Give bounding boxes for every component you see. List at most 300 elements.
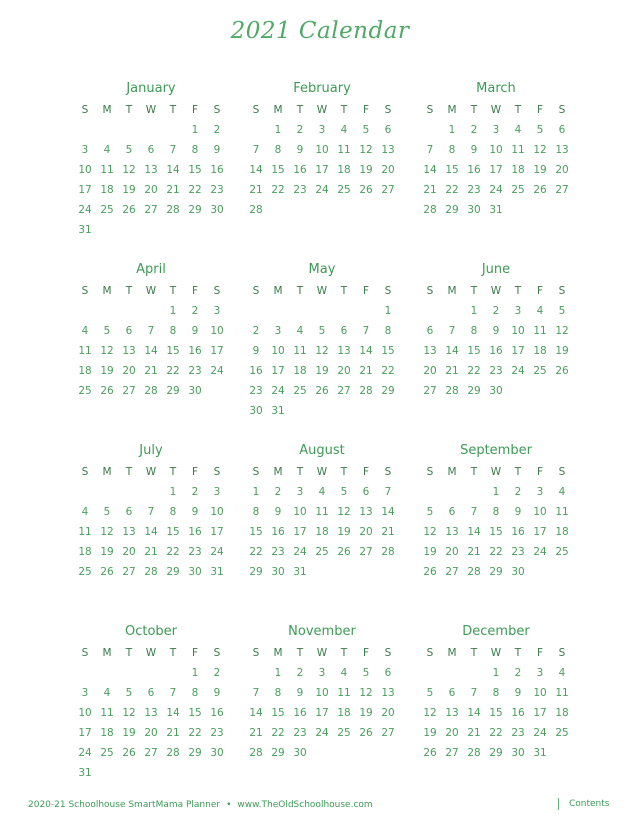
- empty-day: [140, 663, 162, 683]
- day-cell: 20: [423, 365, 437, 377]
- day-cell: 9: [191, 325, 199, 337]
- day-cell: 20: [445, 546, 459, 558]
- week-row: [245, 120, 399, 140]
- day-cell: 30: [511, 566, 525, 578]
- day-cell: 28: [445, 385, 459, 397]
- weekday-label: F: [191, 647, 199, 659]
- weekday-label: F: [536, 647, 544, 659]
- week-row: [74, 703, 228, 723]
- weekday-label: S: [558, 647, 566, 659]
- empty-day: [74, 301, 96, 321]
- day-cell: 21: [381, 526, 395, 538]
- weekday-label: T: [169, 466, 177, 478]
- day-cell: 29: [271, 747, 285, 759]
- day-cell: 10: [271, 345, 285, 357]
- weekday-label: S: [558, 285, 566, 297]
- day-cell: 5: [362, 124, 370, 136]
- day-cell: 24: [78, 204, 92, 216]
- week-row: [74, 381, 228, 401]
- day-cell: 4: [81, 325, 89, 337]
- weekday-label: S: [558, 104, 566, 116]
- day-cell: 21: [249, 184, 263, 196]
- weekday-label: S: [426, 104, 434, 116]
- empty-day: [118, 482, 140, 502]
- week-row: [74, 562, 228, 582]
- day-cell: 19: [359, 707, 373, 719]
- day-cell: 12: [122, 164, 136, 176]
- day-cell: 2: [296, 667, 304, 679]
- day-cell: 14: [144, 345, 158, 357]
- weekday-label: T: [125, 466, 133, 478]
- day-cell: 15: [467, 345, 481, 357]
- empty-day: [245, 663, 267, 683]
- day-cell: 27: [122, 566, 136, 578]
- day-cell: 31: [533, 747, 547, 759]
- weekday-label: M: [102, 466, 112, 478]
- day-cell: 22: [467, 365, 481, 377]
- day-cell: 6: [448, 506, 456, 518]
- week-row: [419, 381, 573, 401]
- day-cell: 5: [340, 486, 348, 498]
- day-cell: 11: [555, 506, 569, 518]
- day-cell: 9: [213, 687, 221, 699]
- day-cell: 3: [81, 144, 89, 156]
- weekday-header: [74, 462, 228, 482]
- day-cell: 26: [359, 184, 373, 196]
- day-cell: 10: [315, 144, 329, 156]
- day-cell: 3: [492, 124, 500, 136]
- day-cell: 25: [100, 204, 114, 216]
- week-row: [74, 723, 228, 743]
- day-cell: 31: [489, 204, 503, 216]
- day-cell: 2: [191, 486, 199, 498]
- day-cell: 13: [144, 707, 158, 719]
- day-cell: 9: [492, 325, 500, 337]
- day-cell: 7: [252, 144, 260, 156]
- weekday-label: F: [191, 285, 199, 297]
- day-cell: 31: [293, 566, 307, 578]
- day-cell: 1: [384, 305, 392, 317]
- day-cell: 22: [249, 546, 263, 558]
- page-title: 2021 Calendar: [230, 18, 410, 44]
- day-cell: 5: [318, 325, 326, 337]
- day-cell: 7: [252, 687, 260, 699]
- weekday-label: S: [213, 466, 221, 478]
- day-cell: 8: [470, 325, 478, 337]
- day-cell: 21: [166, 184, 180, 196]
- day-cell: 23: [188, 365, 202, 377]
- day-cell: 12: [122, 707, 136, 719]
- contents-link[interactable]: Contents: [569, 799, 610, 809]
- day-cell: 31: [271, 405, 285, 417]
- empty-day: [419, 301, 441, 321]
- day-cell: 27: [381, 727, 395, 739]
- day-cell: 27: [359, 546, 373, 558]
- week-row: [245, 140, 399, 160]
- footer: [28, 800, 373, 810]
- day-cell: 29: [467, 385, 481, 397]
- day-cell: 20: [555, 164, 569, 176]
- week-row: [245, 502, 399, 522]
- day-cell: 14: [381, 506, 395, 518]
- day-cell: 4: [558, 486, 566, 498]
- day-cell: 9: [296, 687, 304, 699]
- weekday-label: T: [340, 104, 348, 116]
- day-cell: 26: [423, 747, 437, 759]
- empty-day: [289, 301, 311, 321]
- day-cell: 21: [467, 546, 481, 558]
- day-cell: 22: [166, 546, 180, 558]
- day-cell: 27: [144, 747, 158, 759]
- day-cell: 8: [492, 687, 500, 699]
- day-cell: 6: [384, 667, 392, 679]
- weekday-label: F: [536, 285, 544, 297]
- day-cell: 14: [445, 345, 459, 357]
- day-cell: 15: [489, 707, 503, 719]
- day-cell: 18: [533, 345, 547, 357]
- day-cell: 10: [293, 506, 307, 518]
- day-cell: 28: [467, 566, 481, 578]
- day-cell: 26: [122, 747, 136, 759]
- day-cell: 28: [166, 747, 180, 759]
- weekday-label: S: [252, 647, 260, 659]
- day-cell: 18: [100, 184, 114, 196]
- week-row: [245, 361, 399, 381]
- day-cell: 19: [100, 365, 114, 377]
- weekday-label: M: [102, 285, 112, 297]
- day-cell: 16: [293, 164, 307, 176]
- day-cell: 25: [78, 566, 92, 578]
- day-cell: 26: [555, 365, 569, 377]
- week-row: [245, 321, 399, 341]
- day-cell: 3: [213, 305, 221, 317]
- day-cell: 6: [558, 124, 566, 136]
- empty-day: [118, 301, 140, 321]
- day-cell: 3: [274, 325, 282, 337]
- day-cell: 17: [533, 526, 547, 538]
- day-cell: 22: [188, 727, 202, 739]
- day-cell: 23: [249, 385, 263, 397]
- weekday-label: T: [514, 104, 522, 116]
- day-cell: 14: [166, 707, 180, 719]
- day-cell: 23: [188, 546, 202, 558]
- month-name: December: [462, 624, 530, 639]
- weekday-header: [419, 643, 573, 663]
- weekday-label: T: [470, 104, 478, 116]
- day-cell: 25: [533, 365, 547, 377]
- empty-day: [140, 120, 162, 140]
- day-cell: 12: [100, 526, 114, 538]
- weekday-label: F: [191, 104, 199, 116]
- week-row: [245, 341, 399, 361]
- day-cell: 9: [252, 345, 260, 357]
- day-cell: 6: [125, 325, 133, 337]
- day-cell: 3: [536, 486, 544, 498]
- day-cell: 9: [213, 144, 221, 156]
- day-cell: 22: [489, 546, 503, 558]
- weekday-label: M: [102, 647, 112, 659]
- month-may: [245, 261, 399, 421]
- week-row: [74, 663, 228, 683]
- day-cell: 12: [359, 687, 373, 699]
- day-cell: 7: [147, 325, 155, 337]
- empty-day: [140, 301, 162, 321]
- weekday-label: T: [125, 647, 133, 659]
- weekday-label: S: [252, 285, 260, 297]
- empty-day: [419, 663, 441, 683]
- day-cell: 27: [381, 184, 395, 196]
- week-row: [419, 542, 573, 562]
- footer-divider: [558, 798, 559, 810]
- day-cell: 18: [511, 164, 525, 176]
- weekday-label: S: [213, 647, 221, 659]
- day-cell: 21: [144, 365, 158, 377]
- empty-day: [96, 482, 118, 502]
- week-row: [245, 683, 399, 703]
- day-cell: 15: [188, 164, 202, 176]
- day-cell: 17: [78, 184, 92, 196]
- day-cell: 23: [210, 727, 224, 739]
- weekday-label: W: [145, 285, 157, 297]
- day-cell: 28: [249, 204, 263, 216]
- day-cell: 25: [555, 727, 569, 739]
- weekday-header: [245, 462, 399, 482]
- day-cell: 1: [191, 124, 199, 136]
- day-cell: 29: [166, 385, 180, 397]
- day-cell: 22: [271, 184, 285, 196]
- day-cell: 2: [514, 486, 522, 498]
- day-cell: 15: [166, 345, 180, 357]
- weekday-label: W: [490, 647, 502, 659]
- day-cell: 7: [448, 325, 456, 337]
- week-row: [419, 321, 573, 341]
- day-cell: 7: [426, 144, 434, 156]
- day-cell: 21: [249, 727, 263, 739]
- month-name: February: [293, 81, 351, 96]
- empty-day: [311, 301, 333, 321]
- month-october: [74, 623, 228, 783]
- day-cell: 29: [188, 204, 202, 216]
- weekday-label: F: [362, 104, 370, 116]
- day-cell: 2: [252, 325, 260, 337]
- weekday-label: T: [125, 104, 133, 116]
- day-cell: 20: [122, 546, 136, 558]
- day-cell: 4: [81, 506, 89, 518]
- day-cell: 19: [315, 365, 329, 377]
- week-row: [419, 562, 573, 582]
- day-cell: 13: [359, 506, 373, 518]
- day-cell: 21: [467, 727, 481, 739]
- day-cell: 10: [210, 325, 224, 337]
- day-cell: 16: [188, 526, 202, 538]
- day-cell: 10: [533, 506, 547, 518]
- day-cell: 15: [381, 345, 395, 357]
- day-cell: 14: [144, 526, 158, 538]
- week-row: [245, 723, 399, 743]
- week-row: [245, 180, 399, 200]
- empty-day: [96, 301, 118, 321]
- day-cell: 8: [384, 325, 392, 337]
- week-row: [245, 743, 399, 763]
- day-cell: 15: [249, 526, 263, 538]
- day-cell: 26: [423, 566, 437, 578]
- day-cell: 11: [100, 164, 114, 176]
- weekday-header: [245, 643, 399, 663]
- empty-day: [74, 482, 96, 502]
- day-cell: 16: [271, 526, 285, 538]
- day-cell: 2: [213, 667, 221, 679]
- weekday-label: M: [273, 285, 283, 297]
- day-cell: 27: [337, 385, 351, 397]
- day-cell: 30: [188, 385, 202, 397]
- week-row: [419, 120, 573, 140]
- day-cell: 7: [169, 144, 177, 156]
- weekday-header: [419, 100, 573, 120]
- month-name: September: [460, 443, 532, 458]
- day-cell: 24: [511, 365, 525, 377]
- weekday-header: [74, 643, 228, 663]
- empty-day: [419, 120, 441, 140]
- day-cell: 18: [337, 707, 351, 719]
- month-july: [74, 442, 228, 582]
- day-cell: 18: [555, 526, 569, 538]
- day-cell: 19: [122, 727, 136, 739]
- day-cell: 30: [489, 385, 503, 397]
- footer-bullet: •: [226, 800, 232, 810]
- planner-name: 2020-21 Schoolhouse SmartMama Planner: [28, 800, 221, 810]
- day-cell: 5: [558, 305, 566, 317]
- day-cell: 1: [252, 486, 260, 498]
- weekday-label: T: [296, 647, 304, 659]
- day-cell: 16: [210, 164, 224, 176]
- day-cell: 13: [445, 526, 459, 538]
- day-cell: 21: [423, 184, 437, 196]
- day-cell: 1: [191, 667, 199, 679]
- weekday-label: T: [514, 466, 522, 478]
- day-cell: 13: [122, 345, 136, 357]
- day-cell: 14: [467, 707, 481, 719]
- day-cell: 11: [555, 687, 569, 699]
- day-cell: 13: [423, 345, 437, 357]
- empty-day: [333, 301, 355, 321]
- day-cell: 24: [210, 546, 224, 558]
- day-cell: 20: [359, 526, 373, 538]
- weekday-label: T: [514, 285, 522, 297]
- day-cell: 26: [315, 385, 329, 397]
- day-cell: 6: [340, 325, 348, 337]
- day-cell: 8: [191, 144, 199, 156]
- day-cell: 22: [381, 365, 395, 377]
- week-row: [419, 743, 573, 763]
- day-cell: 1: [492, 667, 500, 679]
- month-name: November: [288, 624, 356, 639]
- month-name: June: [481, 262, 511, 277]
- empty-day: [245, 301, 267, 321]
- day-cell: 9: [274, 506, 282, 518]
- day-cell: 19: [423, 727, 437, 739]
- month-name: October: [124, 624, 178, 639]
- weekday-label: T: [514, 647, 522, 659]
- week-row: [419, 683, 573, 703]
- weekday-header: [419, 281, 573, 301]
- day-cell: 27: [122, 385, 136, 397]
- day-cell: 22: [271, 727, 285, 739]
- day-cell: 17: [210, 526, 224, 538]
- week-row: [245, 482, 399, 502]
- day-cell: 25: [337, 727, 351, 739]
- empty-day: [118, 120, 140, 140]
- month-april: [74, 261, 228, 401]
- day-cell: 28: [144, 566, 158, 578]
- day-cell: 27: [445, 747, 459, 759]
- weekday-label: S: [81, 104, 89, 116]
- day-cell: 20: [337, 365, 351, 377]
- day-cell: 10: [78, 164, 92, 176]
- day-cell: 6: [147, 144, 155, 156]
- week-row: [74, 321, 228, 341]
- day-cell: 21: [445, 365, 459, 377]
- day-cell: 23: [271, 546, 285, 558]
- day-cell: 13: [381, 687, 395, 699]
- weekday-label: W: [490, 466, 502, 478]
- weekday-label: S: [213, 285, 221, 297]
- weekday-label: S: [213, 104, 221, 116]
- day-cell: 7: [384, 486, 392, 498]
- weekday-label: F: [536, 466, 544, 478]
- day-cell: 21: [144, 546, 158, 558]
- day-cell: 27: [423, 385, 437, 397]
- weekday-header: [419, 462, 573, 482]
- day-cell: 4: [514, 124, 522, 136]
- empty-day: [162, 120, 184, 140]
- day-cell: 23: [467, 184, 481, 196]
- day-cell: 27: [144, 204, 158, 216]
- empty-day: [355, 301, 377, 321]
- day-cell: 23: [210, 184, 224, 196]
- weekday-label: S: [558, 466, 566, 478]
- day-cell: 30: [210, 747, 224, 759]
- day-cell: 16: [467, 164, 481, 176]
- day-cell: 26: [100, 566, 114, 578]
- week-row: [419, 180, 573, 200]
- empty-day: [140, 482, 162, 502]
- day-cell: 30: [293, 747, 307, 759]
- website-link[interactable]: www.TheOldSchoolhouse.com: [237, 800, 373, 810]
- day-cell: 3: [81, 687, 89, 699]
- day-cell: 1: [274, 667, 282, 679]
- month-name: July: [139, 443, 163, 458]
- week-row: [74, 180, 228, 200]
- week-row: [245, 663, 399, 683]
- day-cell: 3: [536, 667, 544, 679]
- weekday-label: M: [273, 104, 283, 116]
- day-cell: 12: [423, 526, 437, 538]
- day-cell: 5: [125, 144, 133, 156]
- day-cell: 16: [249, 365, 263, 377]
- day-cell: 17: [315, 164, 329, 176]
- weekday-header: [74, 281, 228, 301]
- day-cell: 26: [359, 727, 373, 739]
- weekday-label: W: [490, 285, 502, 297]
- day-cell: 24: [533, 546, 547, 558]
- day-cell: 11: [511, 144, 525, 156]
- month-january: [74, 80, 228, 240]
- day-cell: 29: [166, 566, 180, 578]
- day-cell: 19: [122, 184, 136, 196]
- day-cell: 16: [293, 707, 307, 719]
- day-cell: 31: [78, 767, 92, 779]
- day-cell: 12: [423, 707, 437, 719]
